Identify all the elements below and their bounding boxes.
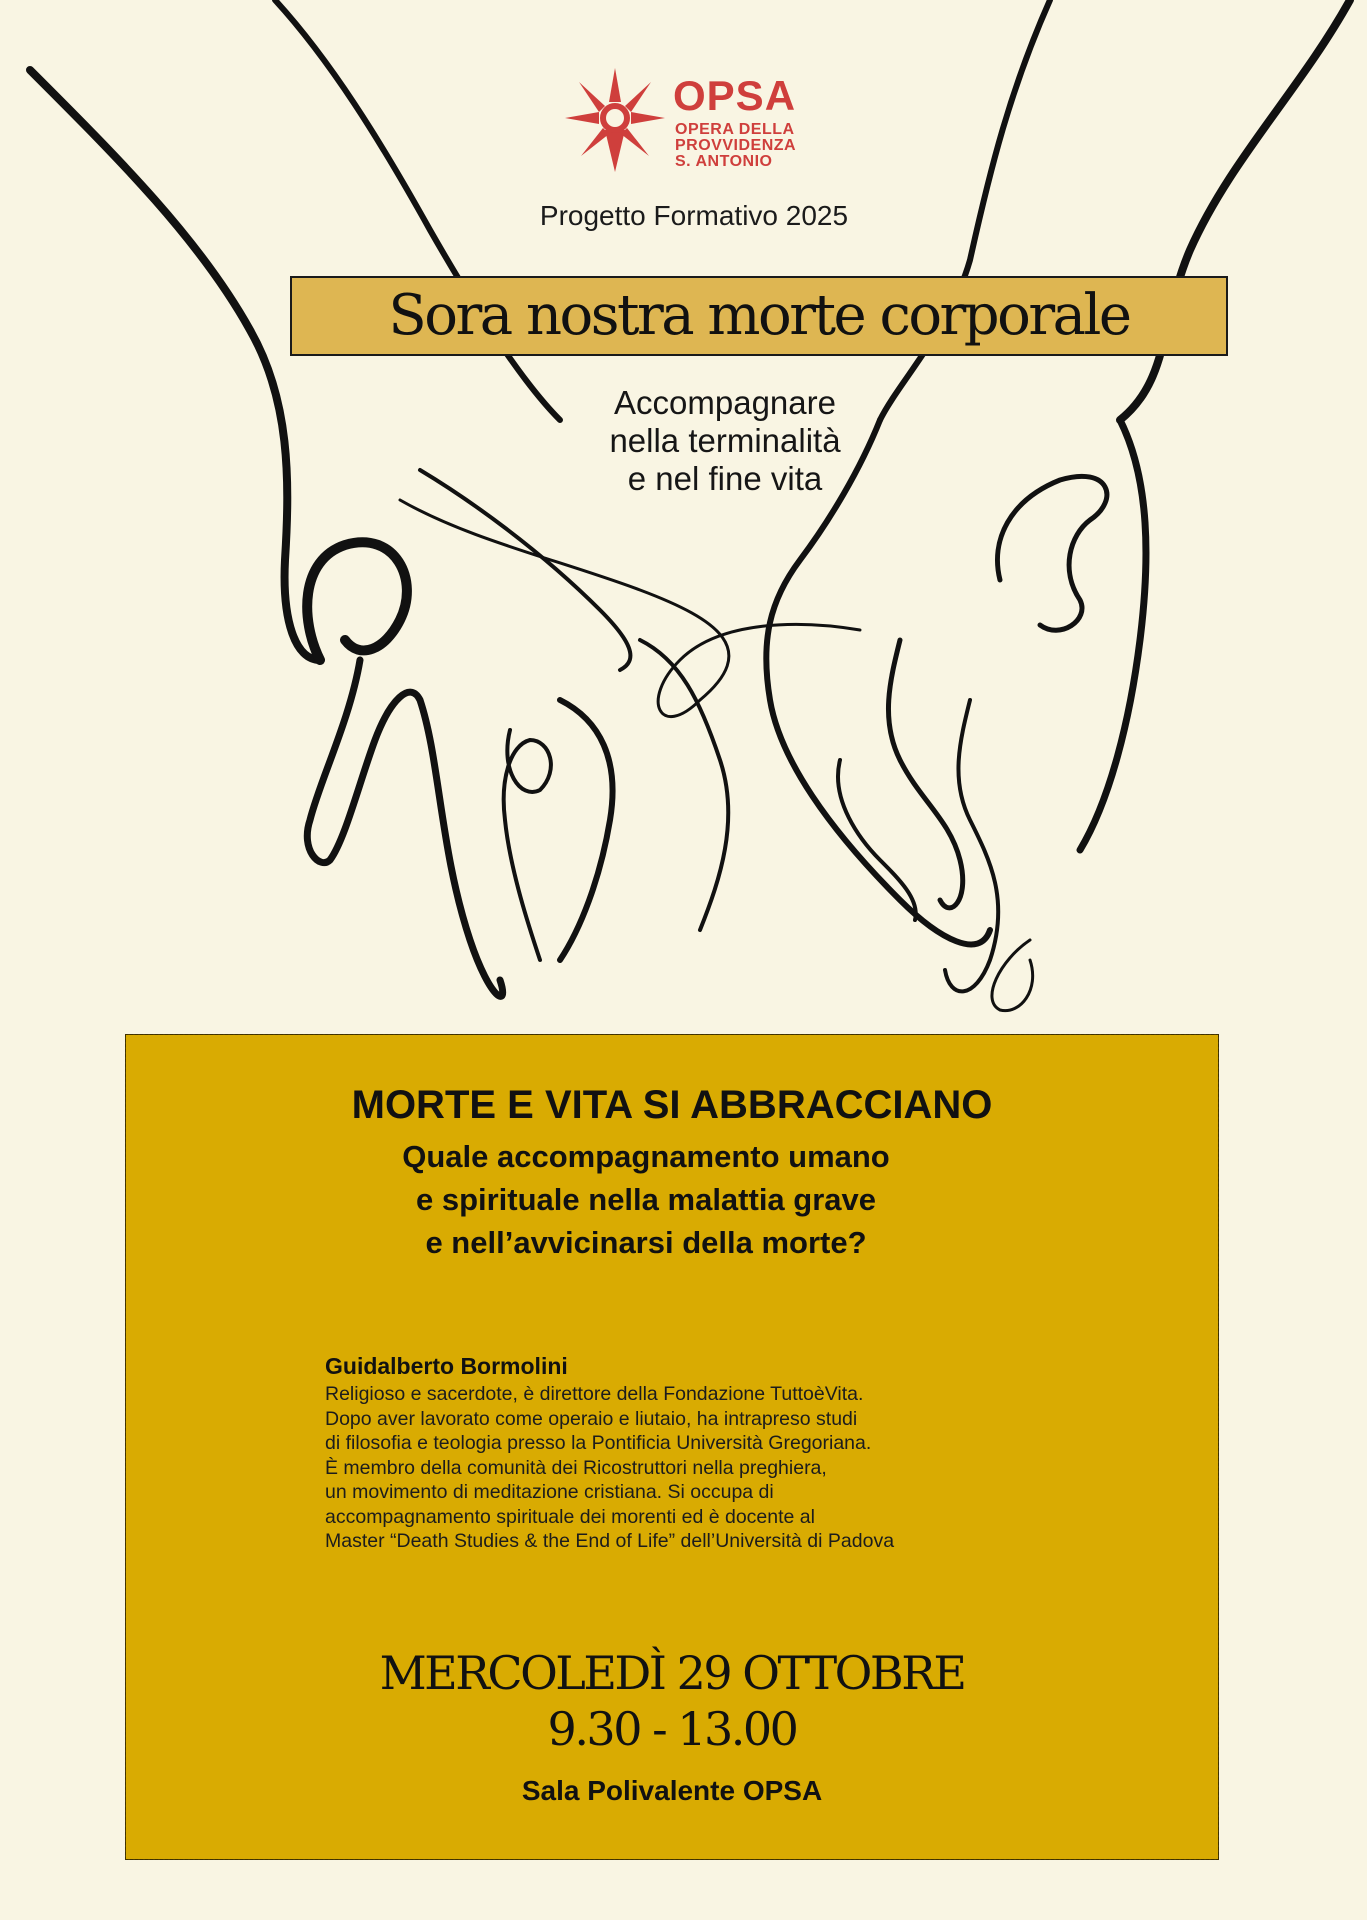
speaker-bio-line: Dopo aver lavorato come operaio e liutaio, ha intrapreso studi [325, 1407, 858, 1430]
speaker-bio-line: accompagnamento spirituale dei morenti ed è docente al [325, 1505, 815, 1528]
title-banner [290, 276, 1228, 356]
speaker-bio-line: di filosofia e teologia presso la Pontificia Università Gregoriana. [325, 1432, 872, 1454]
event-title: MORTE E VITA SI ABBRACCIANO [351, 1083, 993, 1127]
speaker-name: Guidalberto Bormolini [325, 1353, 568, 1379]
subtitle-line: e nel fine vita [627, 460, 823, 497]
banner-title: Sora nostra morte corporale [388, 283, 1130, 348]
event-time: 9.30 - 13.00 [547, 1702, 797, 1756]
logo-title: OPSA [673, 72, 797, 119]
subtitle [540, 384, 910, 498]
project-label: Progetto Formativo 2025 [539, 200, 849, 231]
subtitle-line: Accompagnare [614, 384, 836, 421]
opsa-logo [565, 68, 815, 178]
event-venue: Sala Polivalente OPSA [521, 1775, 823, 1806]
speaker-block [325, 1353, 1085, 1554]
subtitle-line: nella terminalità [609, 422, 841, 459]
speaker-bio-line: Religioso e sacerdote, è direttore della Fondazione TuttoèVita. [325, 1383, 864, 1405]
event-question: Quale accompagnamento umano e spirituale nella malattia grave e nell’avvicinarsi della morte? [402, 1139, 890, 1260]
radiant-cross-icon [565, 68, 665, 172]
speaker-bio-line: È membro della comunità dei Ricostruttori nella preghiera, [325, 1456, 827, 1479]
logo-subtitle: OPERA DELLA PROVVIDENZA S. ANTONIO [675, 121, 797, 170]
speaker-bio-line: un movimento di meditazione cristiana. Si occupa di [325, 1481, 774, 1503]
event-info-box [125, 1034, 1219, 1860]
event-date: MERCOLEDÌ 29 OTTOBRE [379, 1646, 965, 1700]
speaker-bio-line: Master “Death Studies & the End of Life” dell’Università di Padova [325, 1530, 895, 1552]
